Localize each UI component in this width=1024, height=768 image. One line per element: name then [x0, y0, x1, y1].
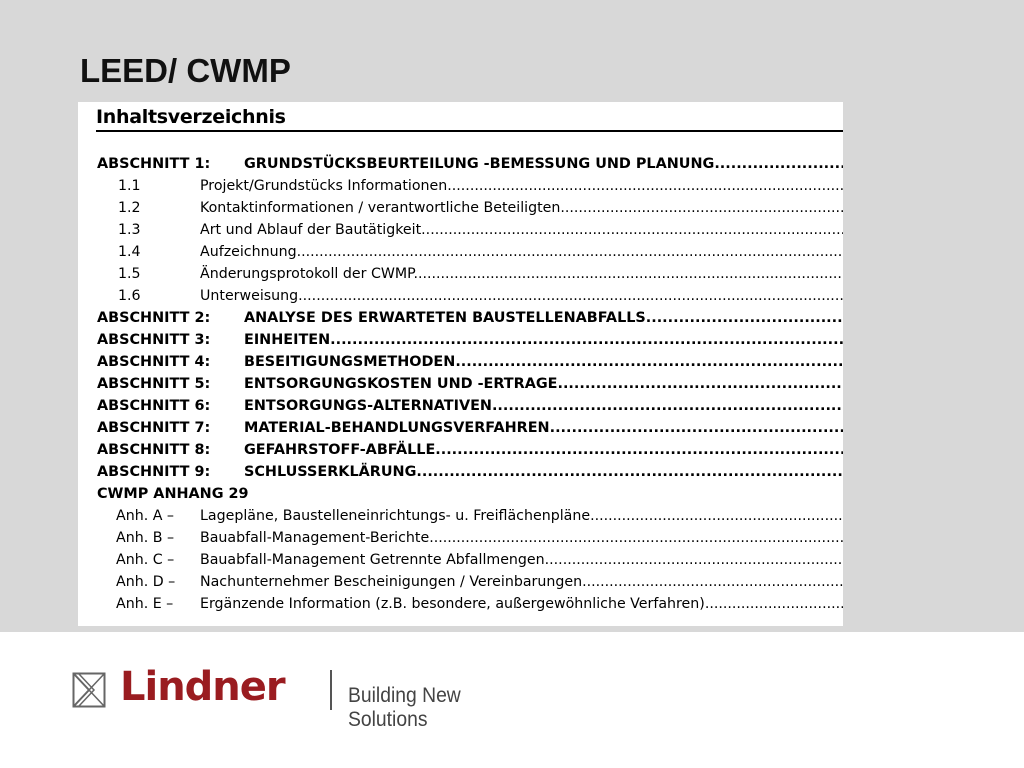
toc-entry-number: ABSCHNITT 1: — [97, 156, 211, 172]
toc-entry — [78, 439, 843, 461]
toc-entry-text: Projekt/Grundstücks Informationen ..... — [200, 175, 843, 197]
toc-entry-text: Änderungsprotokoll der CWMP ..... — [200, 263, 843, 285]
toc-entry — [78, 527, 843, 549]
toc-entry-text: SCHLUSSERKLÄRUNG ..... — [244, 461, 843, 483]
document-image — [78, 102, 843, 626]
toc-entry-number: 1.1 — [118, 178, 141, 194]
toc-entry-number: ABSCHNITT 7: — [97, 420, 211, 436]
toc-entry — [78, 175, 843, 197]
toc-entry — [78, 593, 843, 615]
toc-entry — [78, 219, 843, 241]
toc-entry — [78, 351, 843, 373]
toc-entry-text: Kontaktinformationen / verantwortliche Beteiligten ..... — [200, 197, 843, 219]
toc-entry-number: ABSCHNITT 4: — [97, 354, 211, 370]
toc-entry — [78, 241, 843, 263]
lindner-logo-mark-icon — [72, 672, 106, 708]
slide-title: LEED/ CWMP — [80, 52, 291, 89]
toc-entry — [78, 461, 843, 483]
toc-entry-text: ENTSORGUNGS-ALTERNATIVEN ..... — [244, 395, 843, 417]
toc-entry-number: Anh. B – — [116, 530, 175, 546]
toc-entry-text: Unterweisung ..... — [200, 285, 843, 307]
toc-appendix-heading — [78, 483, 843, 505]
toc-entry-text: Aufzeichnung ..... — [200, 241, 843, 263]
document-heading: Inhaltsverzeichnis — [96, 106, 286, 128]
toc-entry — [78, 329, 843, 351]
toc-entry-number: ABSCHNITT 6: — [97, 398, 211, 414]
toc-entry-text: Art und Ablauf der Bautätigkeit ..... — [200, 219, 843, 241]
toc-entry — [78, 373, 843, 395]
toc-entry-number: CWMP ANHANG 29 — [97, 486, 249, 502]
toc-entry-text: Lagepläne, Baustelleneinrichtungs- u. Freiflächenpläne ..... — [200, 505, 843, 527]
toc-entry-text: Nachunternehmer Bescheinigungen / Vereinbarungen ..... — [200, 571, 843, 593]
toc-entry-number: ABSCHNITT 5: — [97, 376, 211, 392]
toc-entry-number: ABSCHNITT 9: — [97, 464, 211, 480]
company-logo — [72, 664, 552, 731]
logo-divider — [330, 670, 332, 710]
toc-entry-text: MATERIAL-BEHANDLUNGSVERFAHREN ..... — [244, 417, 843, 439]
toc-entry-text: Ergänzende Information (z.B. besondere, außergewöhnliche Verfahren) ..... — [200, 593, 843, 615]
toc-entry — [78, 505, 843, 527]
toc-entry — [78, 197, 843, 219]
toc-entry — [78, 307, 843, 329]
toc-entry-number: ABSCHNITT 2: — [97, 310, 211, 326]
toc-entry-text: EINHEITEN ..... — [244, 329, 843, 351]
toc-entry-number: 1.6 — [118, 288, 141, 304]
toc-entry — [78, 549, 843, 571]
heading-divider — [96, 130, 843, 132]
brand-tagline: Building New Solutions — [348, 684, 461, 731]
toc-entry-number: 1.3 — [118, 222, 141, 238]
toc-entry-number: 1.5 — [118, 266, 141, 282]
toc-entry — [78, 417, 843, 439]
toc-entry — [78, 153, 843, 175]
toc-entry-number: 1.2 — [118, 200, 141, 216]
toc-entry-number: ABSCHNITT 3: — [97, 332, 211, 348]
toc-entry — [78, 395, 843, 417]
toc-entry-number: Anh. D – — [116, 574, 176, 590]
toc-entry-text: ANALYSE DES ERWARTETEN BAUSTELLENABFALLS ..... — [244, 307, 843, 329]
toc-entry-text: BESEITIGUNGSMETHODEN ..... — [244, 351, 843, 373]
toc-entry-number: ABSCHNITT 8: — [97, 442, 211, 458]
toc-entry-number: Anh. E – — [116, 596, 174, 612]
toc-entry — [78, 263, 843, 285]
toc-entry-number: Anh. C – — [116, 552, 175, 568]
toc-entry-text: Bauabfall-Management-Berichte ..... — [200, 527, 843, 549]
toc-entry-text: ENTSORGUNGSKOSTEN UND -ERTRAGE ..... — [244, 373, 843, 395]
toc-entry-text: GEFAHRSTOFF-ABFÄLLE ..... — [244, 439, 843, 461]
toc-entry-text: Bauabfall-Management Getrennte Abfallmengen ..... — [200, 549, 843, 571]
toc-entry — [78, 571, 843, 593]
toc-entry-text: GRUNDSTÜCKSBEURTEILUNG -BEMESSUNG UND PLANUNG ..... — [244, 153, 843, 175]
toc-entry-number: 1.4 — [118, 244, 141, 260]
toc-entry-number: Anh. A – — [116, 508, 175, 524]
toc-entry — [78, 285, 843, 307]
brand-wordmark: Lindner — [120, 664, 285, 710]
